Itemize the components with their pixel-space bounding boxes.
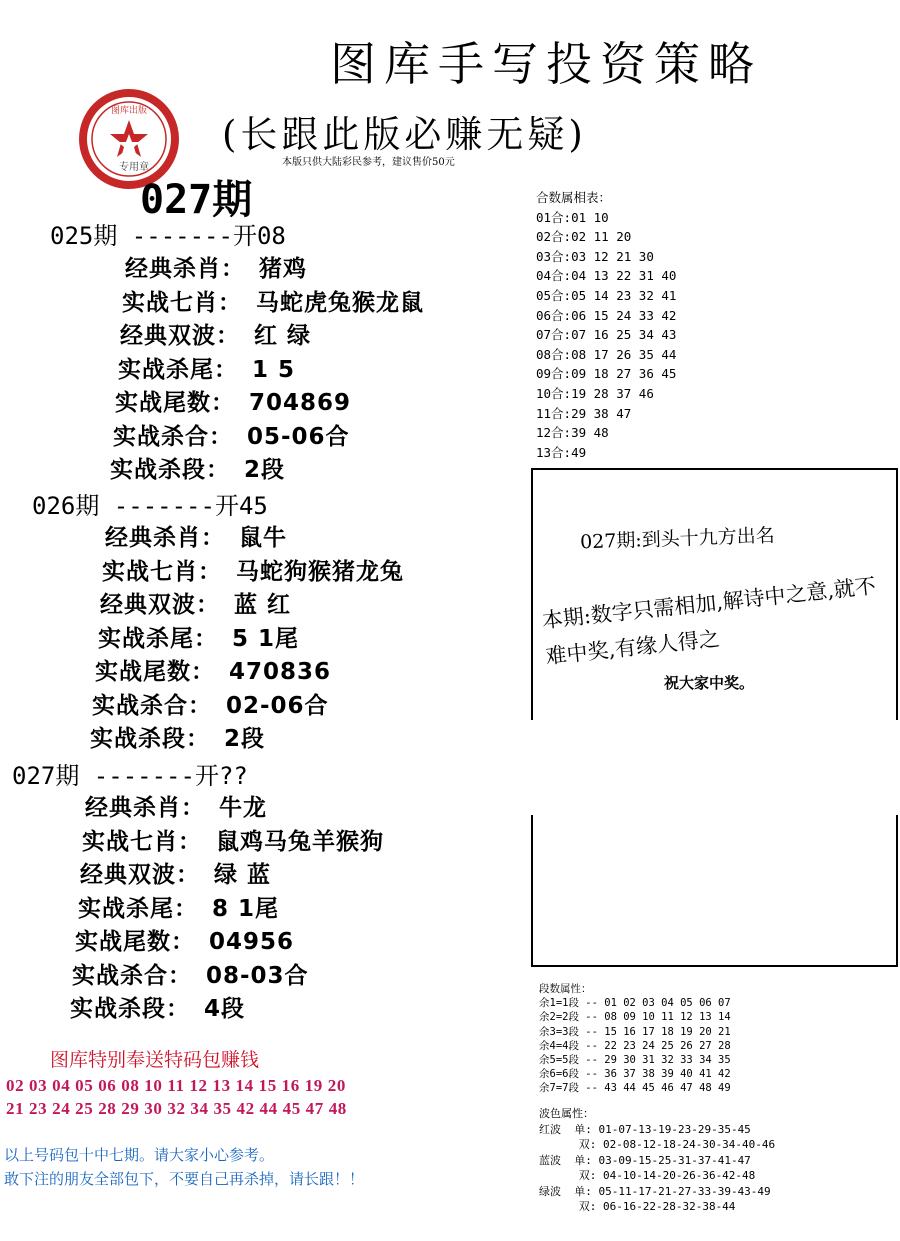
promo-title: 图库特别奉送特码包赚钱 bbox=[50, 1049, 260, 1071]
segment-table-row: 余6=6段 -- 36 37 38 39 40 41 42 bbox=[539, 1068, 731, 1081]
period-head: 026期 -------开45 bbox=[32, 492, 268, 520]
period-row bbox=[115, 384, 351, 417]
period-row bbox=[70, 990, 245, 1023]
row-value: 8 1尾 bbox=[212, 895, 280, 922]
row-value: 05-06合 bbox=[247, 423, 350, 450]
color-table-row: 蓝波 单: 03-09-15-25-31-37-41-47 bbox=[539, 1153, 751, 1167]
segment-table-row: 余3=3段 -- 15 16 17 18 19 20 21 bbox=[539, 1025, 731, 1038]
row-value: 2段 bbox=[224, 726, 266, 752]
period-row bbox=[98, 620, 299, 653]
period-row bbox=[125, 250, 307, 283]
period-row bbox=[105, 519, 287, 552]
period-row bbox=[85, 789, 267, 822]
page-subtitle: (长跟此版必赚无疑) bbox=[222, 113, 587, 156]
row-label: 实战七肖： bbox=[82, 828, 202, 855]
segment-table-row: 余5=5段 -- 29 30 31 32 33 34 35 bbox=[539, 1054, 731, 1067]
row-label: 实战杀合： bbox=[113, 423, 233, 450]
segment-table-row: 余7=7段 -- 43 44 45 46 47 48 49 bbox=[539, 1082, 731, 1095]
row-label: 经典双波： bbox=[120, 323, 240, 349]
sum-table-row: 08合:08 17 26 35 44 bbox=[536, 346, 677, 362]
period-row bbox=[100, 586, 291, 619]
row-label: 实战杀尾： bbox=[98, 625, 218, 652]
period-row bbox=[118, 351, 295, 384]
period-row bbox=[75, 923, 294, 956]
footer-line-2: 敢下注的朋友全部包下，不要自己再杀掉，请长跟！！ bbox=[4, 1170, 365, 1188]
page-title: 图库手写投资策略 bbox=[330, 37, 762, 91]
segment-table bbox=[539, 982, 731, 1096]
row-label: 实战七肖： bbox=[102, 558, 222, 585]
segment-table-row: 余1=1段 -- 01 02 03 04 05 06 07 bbox=[539, 997, 731, 1010]
row-value: 2段 bbox=[244, 457, 286, 483]
row-value: 牛龙 bbox=[219, 795, 267, 821]
row-label: 实战尾数： bbox=[115, 390, 235, 416]
sum-table-row: 09合:09 18 27 36 45 bbox=[536, 366, 677, 382]
sum-table-row: 13合:49 bbox=[536, 444, 587, 460]
row-value: 04956 bbox=[209, 929, 295, 955]
color-table-row: 双: 06-16-22-28-32-38-44 bbox=[539, 1200, 736, 1213]
footer-line-1: 以上号码包十中七期。请大家小心参考。 bbox=[4, 1146, 275, 1164]
sum-table-title: 合数属相表： bbox=[536, 190, 612, 205]
sum-table-row: 11合:29 38 47 bbox=[536, 405, 632, 421]
row-value: 08-03合 bbox=[206, 962, 309, 989]
segment-table-row: 余4=4段 -- 22 23 24 25 26 27 28 bbox=[539, 1039, 731, 1052]
row-label: 经典双波： bbox=[100, 592, 220, 618]
sum-table-row: 03合:03 12 21 30 bbox=[536, 248, 654, 264]
price-notice: 本版只供大陆彩民参考，建议售价50元 bbox=[282, 157, 455, 168]
period-row bbox=[80, 856, 271, 889]
row-label: 实战尾数： bbox=[75, 929, 195, 955]
row-value: 蓝 红 bbox=[234, 592, 292, 618]
period-row bbox=[82, 823, 384, 856]
color-table-row: 双: 02-08-12-18-24-30-34-40-46 bbox=[539, 1138, 776, 1151]
riddle-title: 027期:到头十九方出名 bbox=[579, 524, 776, 554]
row-label: 实战尾数： bbox=[95, 659, 215, 685]
row-label: 实战杀合： bbox=[92, 692, 212, 719]
sum-table-row: 07合:07 16 25 34 43 bbox=[536, 327, 677, 343]
color-table-row: 红波 单: 01-07-13-19-23-29-35-45 bbox=[539, 1122, 751, 1136]
sum-table-row: 12合:39 48 bbox=[536, 425, 609, 441]
row-label: 实战杀段： bbox=[70, 996, 190, 1022]
row-value: 马蛇狗猴猪龙兔 bbox=[236, 558, 404, 585]
sum-zodiac-table bbox=[536, 188, 676, 462]
svg-text:图库出版: 图库出版 bbox=[110, 106, 148, 116]
row-value: 4段 bbox=[204, 996, 246, 1022]
row-label: 实战杀尾： bbox=[118, 356, 238, 383]
row-label: 实战杀尾： bbox=[78, 895, 198, 922]
row-value: 1 5 bbox=[252, 356, 296, 383]
sum-table-row: 02合:02 11 20 bbox=[536, 229, 632, 245]
row-label: 实战杀段： bbox=[90, 726, 210, 752]
segment-table-title: 段数属性： bbox=[539, 983, 592, 995]
row-value: 红 绿 bbox=[254, 323, 312, 349]
row-label: 实战杀合： bbox=[72, 962, 192, 989]
period-row bbox=[90, 720, 265, 753]
promo-numbers-line-1: 02 03 04 05 06 08 10 11 12 13 14 15 16 19 20 bbox=[6, 1076, 346, 1095]
color-table-title: 波色属性： bbox=[539, 1107, 594, 1120]
row-value: 鼠鸡马兔羊猴狗 bbox=[216, 828, 384, 855]
row-label: 经典双波： bbox=[80, 862, 200, 888]
row-value: 5 1尾 bbox=[232, 625, 300, 652]
period-row bbox=[122, 284, 424, 317]
riddle-box-lower bbox=[531, 815, 898, 967]
period-row bbox=[102, 553, 404, 586]
row-label: 经典杀肖： bbox=[85, 795, 205, 821]
row-value: 绿 蓝 bbox=[214, 862, 272, 888]
row-value: 猪鸡 bbox=[259, 256, 307, 282]
sum-table-row: 06合:06 15 24 33 42 bbox=[536, 307, 677, 323]
promo-numbers-line-2: 21 23 24 25 28 29 30 32 34 35 42 44 45 47 48 bbox=[6, 1099, 347, 1118]
period-row bbox=[110, 451, 285, 484]
period-head: 025期 -------开08 bbox=[50, 222, 286, 250]
row-label: 经典杀肖： bbox=[125, 256, 245, 282]
period-row bbox=[120, 317, 311, 350]
sum-table-row: 04合:04 13 22 31 40 bbox=[536, 268, 677, 284]
sum-table-row: 05合:05 14 23 32 41 bbox=[536, 287, 677, 303]
current-issue: 027期 bbox=[140, 177, 253, 223]
row-value: 马蛇虎兔猴龙鼠 bbox=[256, 289, 424, 316]
row-value: 02-06合 bbox=[226, 692, 329, 719]
wave-color-table bbox=[539, 1106, 775, 1215]
segment-table-row: 余2=2段 -- 08 09 10 11 12 13 14 bbox=[539, 1011, 731, 1024]
period-row bbox=[113, 418, 350, 451]
period-head: 027期 -------开?? bbox=[12, 762, 248, 790]
color-table-row: 双: 04-10-14-20-26-36-42-48 bbox=[539, 1169, 756, 1182]
period-row bbox=[92, 687, 329, 720]
period-row bbox=[78, 890, 279, 923]
row-value: 470836 bbox=[229, 659, 332, 685]
svg-text:专用章: 专用章 bbox=[119, 162, 149, 173]
row-label: 实战七肖： bbox=[122, 289, 242, 316]
row-label: 经典杀肖： bbox=[105, 525, 225, 551]
row-value: 704869 bbox=[249, 390, 352, 416]
period-row bbox=[95, 653, 331, 686]
row-label: 实战杀段： bbox=[110, 457, 230, 483]
sum-table-row: 01合:01 10 bbox=[536, 209, 609, 225]
riddle-body: 本期:数字只需相加,解诗中之意,就不难中奖,有缘人得之 bbox=[540, 573, 877, 669]
sum-table-row: 10合:19 28 37 46 bbox=[536, 385, 654, 401]
color-table-row: 绿波 单: 05-11-17-21-27-33-39-43-49 bbox=[539, 1184, 771, 1198]
period-row bbox=[72, 957, 309, 990]
row-value: 鼠牛 bbox=[239, 525, 287, 551]
riddle-wish: 祝大家中奖。 bbox=[664, 674, 755, 692]
